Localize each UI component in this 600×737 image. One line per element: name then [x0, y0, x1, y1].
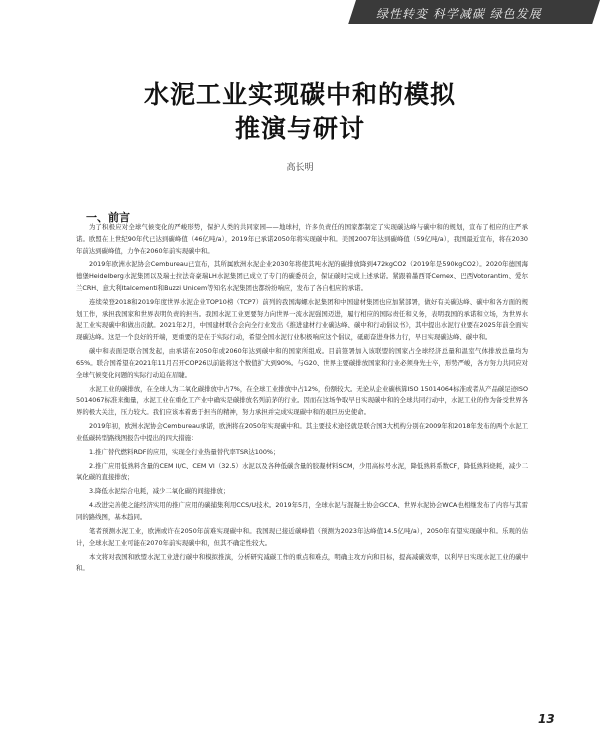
- list-item: 1.推广替代燃料RDF的应用，实现全行业热量替代率TSR达100%；: [89, 447, 280, 456]
- page-number: 13: [538, 712, 555, 726]
- paragraph: 本文将对我国和欧盟水泥工业进行碳中和模拟推演，分析研究减碳工作的重点和难点，明确主攻方向和目标，提高减碳效率，以利早日实现水泥工业的碳中和。: [76, 552, 528, 573]
- paragraph: 笔者预测水泥工业，欧洲或许在2050年前难实现碳中和。我国现已接近碳峰值（预测为2023年达峰值14.5亿吨/a），2050年有望实现碳中和。乐观的估计，全球水泥工业可能在2070年前实现碳中和，但其不确定性较大。: [76, 526, 528, 547]
- list-item: 2.推广应用低熟料含量的CEM II/C、CEM VI（32.5）水泥以及各种低碳含量的胶凝材料SCM，少用高标号水泥，降低熟料系数CF，降低熟料烧耗，减少二氧化碳的直接排放；: [76, 461, 528, 482]
- article-body: [76, 222, 528, 577]
- paragraph: 为了积极应对全球气候变化的严峻形势，保护人类的共同家园——地球村，许多负责任的国家都制定了实现碳达峰与碳中和的规划，宣布了相应的庄严承诺。欧盟在上世纪90年代已达到碳峰值（46亿吨/a），2019年已承诺2050年将实现碳中和。美国2007年达到碳峰值（59亿吨/a），我国最近宣布，将在2030年前达到碳峰值，力争在2060年前实现碳中和。: [76, 223, 528, 255]
- article-title: [60, 78, 540, 146]
- paragraph: 水泥工业的碳排放，在全球人为二氧化碳排放中占7%，在全球工业排放中占12%，份额较大。无论从企业碳核算ISO 15014064标准或者从产品碳足迹ISO 5014067标准来衡量，水泥工业在重化工产业中确实是碳排放名列前茅的行业。因而在这场争取早日实现碳中和的全球共同行动中，水泥工业的作为备受世界各界的极大关注，压力较大。我们应该本着勇于担当的精神，努力承担并完成实现碳中和的艰巨历史使命。: [76, 384, 528, 416]
- section-heading: 一、前言: [86, 211, 130, 224]
- author-name: 高长明: [286, 163, 314, 173]
- title-line-2: 推演与研讨: [234, 114, 365, 143]
- paragraph: 碳中和表面是联合国发起，由承诺在2050年或2060年达到碳中和的国家所组成。目前签署加入该联盟的国家占全球经济总量和温室气体排放总量均为65%。联合国希望在2021年11月召开COP26以前能将这个数值扩大到90%。与G20、世界主要碳排放国家和行业必须身先士卒，形势严峻，各方努力共同应对全球气候变化问题的实际行动迫在眉睫。: [76, 347, 528, 379]
- paragraph: 2019年初，欧洲水泥协会Cembureau承诺，欧洲将在2050年实现碳中和。其主要技术途径就是联合国3大机构分别在2009年和2018年发布的两个水泥工业低碳转型路线图报告中提出的四大措施：: [76, 421, 528, 442]
- paragraph: 连续荣登2018和2019年度世界水泥企业TOP10榜（TCP7）前列的我国海螺水泥集团和中国建材集团也应加紧部署，做好有关碳达峰、碳中和各方面的规划工作，承担我国家和世界表明负责的担当。我国水泥工业更要努力向世界一流水泥强国迈进，履行相应的国际责任和义务，表明我国的承诺和立场，为世界水泥工业实现碳中和做出贡献。2021年2月，中国建材联合会向全行业发出《推进建材行业碳达峰、碳中和行动倡议书》，其中提出水泥行业要在2025年前全面实现碳达峰。这是一个良好的开端，更重要的是在于实际行动，希望全国水泥行业积极响应这个倡议，砥砺奋进身体力行，早日实现碳达峰、碳中和。: [76, 297, 528, 342]
- list-item: 4.改进完善使之能经济实用的推广应用的碳捕集利用CCS/U技术。2019年5月，全球水泥与混凝土协会GCCA、世界水泥协会WCA也相继发布了内容与其雷同的路线图，基本趋同。: [76, 501, 528, 521]
- paragraph: 2019年欧洲水泥协会Cembureau已宣布，其所属欧洲水泥企业2030年将使其吨水泥的碳排放降到472kgCO2（2019年是590kgCO2）。2020年德国海德堡Heidelberg水泥集团以及瑞士拉法奇豪瑞LH水泥集团已成立了专门的碳委员会，保证碳时完成上述承诺。紧跟着墨西哥Cemex、巴西Votorantim、爱尔兰CRH、意大利Italcementi和Buzzi Unicem等知名水泥集团也都纷纷响应，发布了各自相应的承诺。: [76, 260, 528, 292]
- title-line-1: 水泥工业实现碳中和的模拟: [143, 80, 456, 109]
- header-slogan: 绿性转变 科学减碳 绿色发展: [376, 7, 542, 21]
- list-item: 3.降低水泥综合电耗，减少二氧化碳的间接排放；: [89, 487, 230, 496]
